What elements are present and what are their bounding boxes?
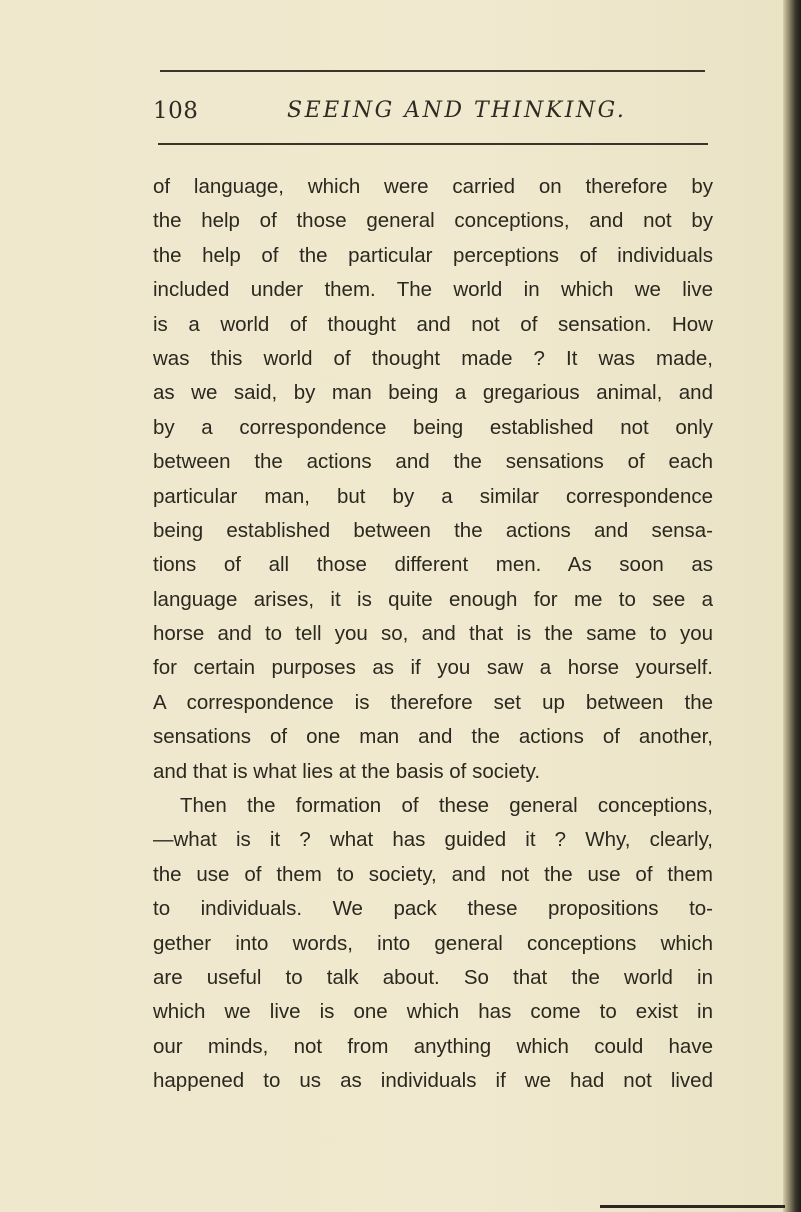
running-title: SEEING AND THINKING. <box>287 98 627 123</box>
text-line: gether into words, into general conceptions which <box>153 931 713 955</box>
page-edge-shadow <box>783 0 801 1212</box>
text-line: Then the formation of these general conceptions, <box>180 794 713 818</box>
text-line: is a world of thought and not of sensation. How <box>153 312 713 336</box>
text-line: A correspondence is therefore set up between the <box>153 690 713 714</box>
text-line: and that is what lies at the basis of society. <box>153 759 541 783</box>
text-line: language arises, it is quite enough for me to see a <box>153 587 713 611</box>
text-line: for certain purposes as if you saw a horse yourself. <box>153 656 713 680</box>
text-line: tions of all those different men. As soon as <box>153 553 713 577</box>
text-line: are useful to talk about. So that the world in <box>153 965 713 989</box>
text-line: being established between the actions and sensa- <box>153 518 713 542</box>
text-line: by a correspondence being established not only <box>153 415 713 439</box>
text-line: which we live is one which has come to exist in <box>153 1000 713 1024</box>
text-line: particular man, but by a similar correspondence <box>153 484 713 508</box>
body-text <box>153 170 713 1099</box>
text-line: included under them. The world in which we live <box>153 278 713 302</box>
text-line: to individuals. We pack these propositions to- <box>153 897 713 921</box>
page-number: 108 <box>153 98 199 124</box>
text-line: the help of the particular perceptions of individuals <box>153 243 713 267</box>
text-line: was this world of thought made ? It was made, <box>153 346 713 370</box>
text-line: our minds, not from anything which could have <box>153 1034 713 1058</box>
text-line: happened to us as individuals if we had not lived <box>153 1069 713 1093</box>
page-bottom-edge <box>600 1205 785 1208</box>
text-line: as we said, by man being a gregarious animal, and <box>153 381 713 405</box>
text-line: —what is it ? what has guided it ? Why, clearly, <box>153 828 713 852</box>
text-line: sensations of one man and the actions of another, <box>153 725 713 749</box>
header-rule-bottom <box>158 143 708 145</box>
text-line: of language, which were carried on therefore by <box>153 175 713 198</box>
header-rule-top <box>160 70 705 72</box>
text-line: horse and to tell you so, and that is the same to you <box>153 622 713 646</box>
text-line: the help of those general conceptions, and not by <box>153 209 713 233</box>
text-line: the use of them to society, and not the use of them <box>153 862 713 886</box>
text-line: between the actions and the sensations of each <box>153 450 713 474</box>
